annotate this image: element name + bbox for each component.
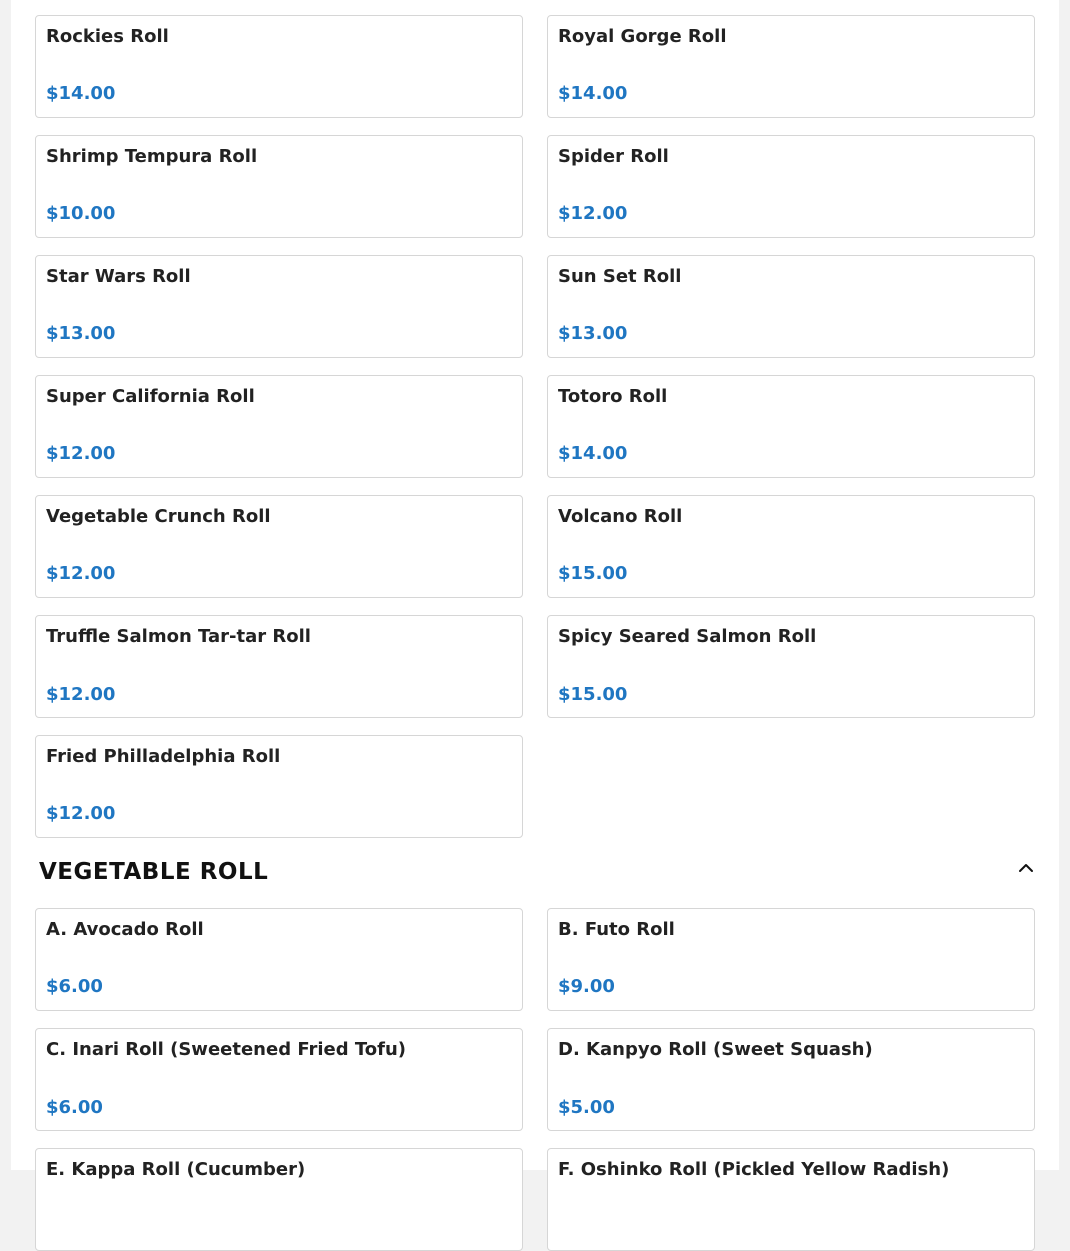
menu-item-card[interactable] (547, 495, 1035, 598)
item-name: Rockies Roll (46, 26, 169, 47)
item-name: F. Oshinko Roll (Pickled Yellow Radish) (558, 1159, 950, 1180)
menu-item-card[interactable] (547, 1148, 1035, 1251)
section-title: VEGETABLE ROLL (39, 859, 269, 885)
item-price: $13.00 (46, 323, 116, 344)
menu-item-card[interactable] (547, 15, 1035, 118)
menu-item-card[interactable] (35, 908, 523, 1011)
item-name: Royal Gorge Roll (558, 26, 727, 47)
item-price: $15.00 (558, 684, 628, 705)
item-name: Super California Roll (46, 386, 255, 407)
item-price: $14.00 (558, 443, 628, 464)
item-name: Star Wars Roll (46, 266, 191, 287)
menu-item-card[interactable] (547, 1028, 1035, 1131)
menu-item-card[interactable] (35, 495, 523, 598)
item-price: $12.00 (46, 684, 116, 705)
item-name: Fried Philladelphia Roll (46, 746, 281, 767)
item-name: Totoro Roll (558, 386, 668, 407)
item-price: $5.00 (558, 1097, 615, 1118)
menu-item-card[interactable] (35, 615, 523, 718)
menu-item-card[interactable] (35, 1148, 523, 1251)
item-name: Sun Set Roll (558, 266, 682, 287)
menu-item-card[interactable] (35, 255, 523, 358)
item-price: $15.00 (558, 563, 628, 584)
item-name: Spicy Seared Salmon Roll (558, 626, 817, 647)
item-name: Shrimp Tempura Roll (46, 146, 258, 167)
vegetable-roll-grid (35, 908, 1034, 1251)
menu-page (11, 0, 1059, 1180)
item-price: $12.00 (46, 563, 116, 584)
item-price: $14.00 (46, 83, 116, 104)
rolls-grid (35, 15, 1034, 838)
item-name: A. Avocado Roll (46, 919, 204, 940)
menu-item-card[interactable] (547, 255, 1035, 358)
item-name: Truffle Salmon Tar-tar Roll (46, 626, 311, 647)
menu-item-card[interactable] (35, 1028, 523, 1131)
section-header-vegetable-roll[interactable] (39, 857, 1034, 893)
item-price: $10.00 (46, 203, 116, 224)
menu-item-card[interactable] (35, 135, 523, 238)
menu-item-card[interactable] (35, 15, 523, 118)
item-name: C. Inari Roll (Sweetened Fried Tofu) (46, 1039, 407, 1060)
item-name: Volcano Roll (558, 506, 683, 527)
item-price: $12.00 (558, 203, 628, 224)
item-price: $6.00 (46, 976, 103, 997)
item-price: $12.00 (46, 443, 116, 464)
menu-item-card[interactable] (35, 735, 523, 838)
item-name: B. Futo Roll (558, 919, 675, 940)
menu-item-card[interactable] (547, 615, 1035, 718)
item-name: E. Kappa Roll (Cucumber) (46, 1159, 306, 1180)
item-price: $14.00 (558, 83, 628, 104)
item-price: $13.00 (558, 323, 628, 344)
menu-item-card[interactable] (547, 375, 1035, 478)
chevron-up-icon[interactable] (1018, 860, 1034, 876)
item-name: Spider Roll (558, 146, 669, 167)
item-name: D. Kanpyo Roll (Sweet Squash) (558, 1039, 873, 1060)
menu-item-card[interactable] (35, 375, 523, 478)
item-price: $12.00 (46, 803, 116, 824)
menu-item-card[interactable] (547, 908, 1035, 1011)
item-price: $6.00 (46, 1097, 103, 1118)
menu-item-card[interactable] (547, 135, 1035, 238)
item-name: Vegetable Crunch Roll (46, 506, 271, 527)
item-price: $9.00 (558, 976, 615, 997)
